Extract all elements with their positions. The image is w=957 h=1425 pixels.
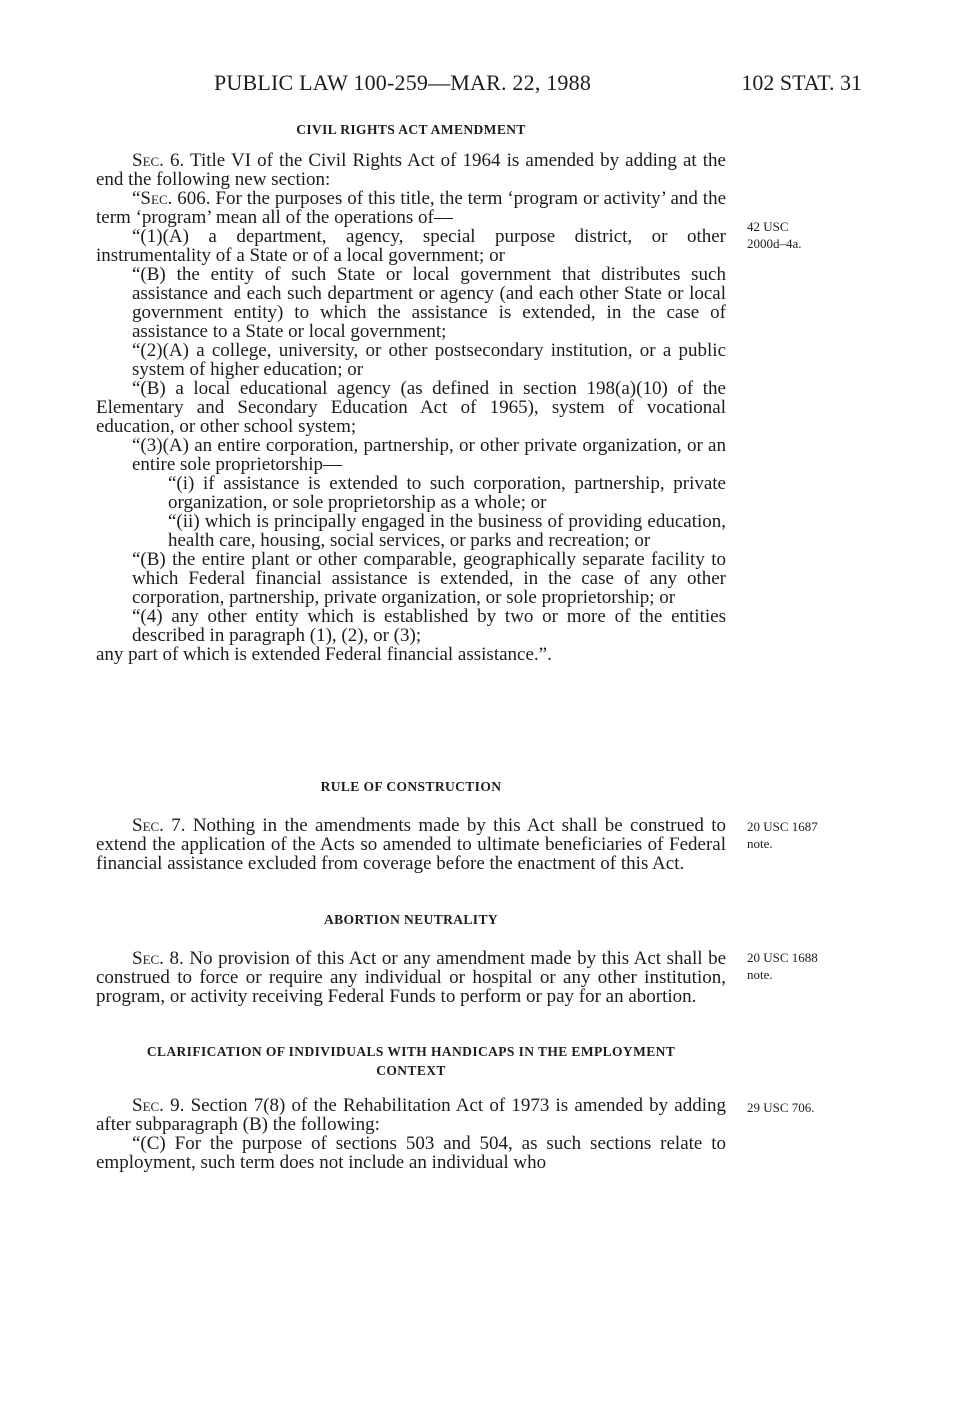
section-9-heading: CLARIFICATION OF INDIVIDUALS WITH HANDICAPS IN THE EMPLOYMENT CONTEXT: [146, 1044, 676, 1078]
section-7-margin-note: [747, 818, 867, 852]
new-sec-label: “Sec.: [132, 188, 173, 209]
paragraph-3a: “(3)(A) an entire corporation, partnership, or other private organization, or an entire sole proprietorship—: [132, 435, 726, 475]
paragraph-3b: “(B) the entire plant or other comparable, geographically separate facility to which Federal financial assistance is extended, in the case of any other corporation, partnership, private organization, or sole proprietorship; or: [132, 549, 726, 608]
margin-note-line-1: 42 USC: [747, 219, 789, 234]
subparagraph-c: “(C) For the purpose of sections 503 and 504, as such sections relate to employment, such term does not include an individual who: [96, 1133, 726, 1173]
sec-number: 8.: [169, 948, 184, 969]
paragraph-1b: “(B) the entity of such State or local government that distributes such assistance and each such department or agency (and each other State or local government entity) to which the assistance is extended, in the case of assistance to a State or local government;: [132, 264, 726, 342]
sec-label: Sec.: [132, 948, 164, 969]
new-sec-text: 606. For the purposes of this title, the term ‘program or activity’ and the term ‘program’ mean all of the operations of—: [96, 188, 727, 228]
section-7-heading: RULE OF CONSTRUCTION: [320, 779, 502, 794]
margin-note-line-2: 2000d–4a.: [747, 236, 802, 251]
sec-label: Sec.: [132, 1095, 164, 1116]
paragraph-4: “(4) any other entity which is established by two or more of the entities described in paragraph (1), (2), or (3);: [132, 606, 726, 646]
section-9-body: [96, 1096, 726, 1134]
sec-number: 7.: [171, 815, 186, 836]
sec-label: Sec.: [132, 150, 164, 171]
body-text: Nothing in the amendments made by this Act shall be construed to extend the application of the Acts so amended to ultimate beneficiaries of Federal financial assistance excluded from coverage before the enactment of this Act.: [96, 815, 726, 874]
section-6-intro: [96, 151, 726, 189]
section-6-margin-note: [747, 218, 867, 252]
margin-note-line-2: note.: [747, 836, 773, 851]
section-6: [96, 120, 726, 664]
section-7: [96, 777, 726, 873]
margin-note-line-1: 20 USC 1687: [747, 819, 818, 834]
section-8-body: [96, 949, 726, 1006]
stat-page-number: 102 STAT. 31: [741, 70, 862, 95]
public-law-title: PUBLIC LAW 100-259—MAR. 22, 1988: [214, 70, 592, 95]
paragraph-2a: “(2)(A) a college, university, or other postsecondary institution, or a public system of higher education; or: [132, 340, 726, 380]
paragraph-3a-i: “(i) if assistance is extended to such corporation, partnership, private organization, or sole proprietorship as a whole; or: [168, 473, 726, 513]
sec-number: 6.: [170, 150, 185, 171]
section-6-closing: any part of which is extended Federal financial assistance.”.: [96, 644, 552, 665]
sec-label: Sec.: [132, 815, 164, 836]
section-7-body: [96, 816, 726, 873]
margin-note-line-1: 20 USC 1688: [747, 950, 818, 965]
body-text: No provision of this Act or any amendment made by this Act shall be construed to force or require any individual or hospital or any other institution, program, or activity receiving Federal Funds to perform or pay for an abortion.: [96, 948, 727, 1007]
section-8-heading: ABORTION NEUTRALITY: [323, 912, 499, 927]
margin-note-line-2: note.: [747, 967, 773, 982]
section-8-margin-note: [747, 949, 867, 983]
new-section-606: [96, 189, 726, 227]
paragraph-1a: “(1)(A) a department, agency, special purpose district, or other instrumentality of a State or of a local government; or: [96, 226, 726, 266]
body-text: Section 7(8) of the Rehabilitation Act of 1973 is amended by adding after subparagraph (B) the following:: [96, 1095, 727, 1135]
paragraph-3a-ii: “(ii) which is principally engaged in the business of providing education, health care, housing, social services, or parks and recreation; or: [168, 511, 726, 551]
section-8: [96, 910, 726, 1006]
section-9-margin-note: [747, 1099, 867, 1116]
intro-text: Title VI of the Civil Rights Act of 1964 is amended by adding at the end the following new section:: [96, 150, 726, 190]
sec-number: 9.: [170, 1095, 185, 1116]
section-6-heading: CIVIL RIGHTS ACT AMENDMENT: [296, 122, 526, 137]
section-9: [96, 1042, 726, 1172]
page-header: [0, 70, 957, 106]
paragraph-2b: “(B) a local educational agency (as defined in section 198(a)(10) of the Elementary and Secondary Education Act of 1965), system of vocational education, or other school system;: [96, 378, 726, 437]
margin-note-line-1: 29 USC 706.: [747, 1100, 815, 1115]
